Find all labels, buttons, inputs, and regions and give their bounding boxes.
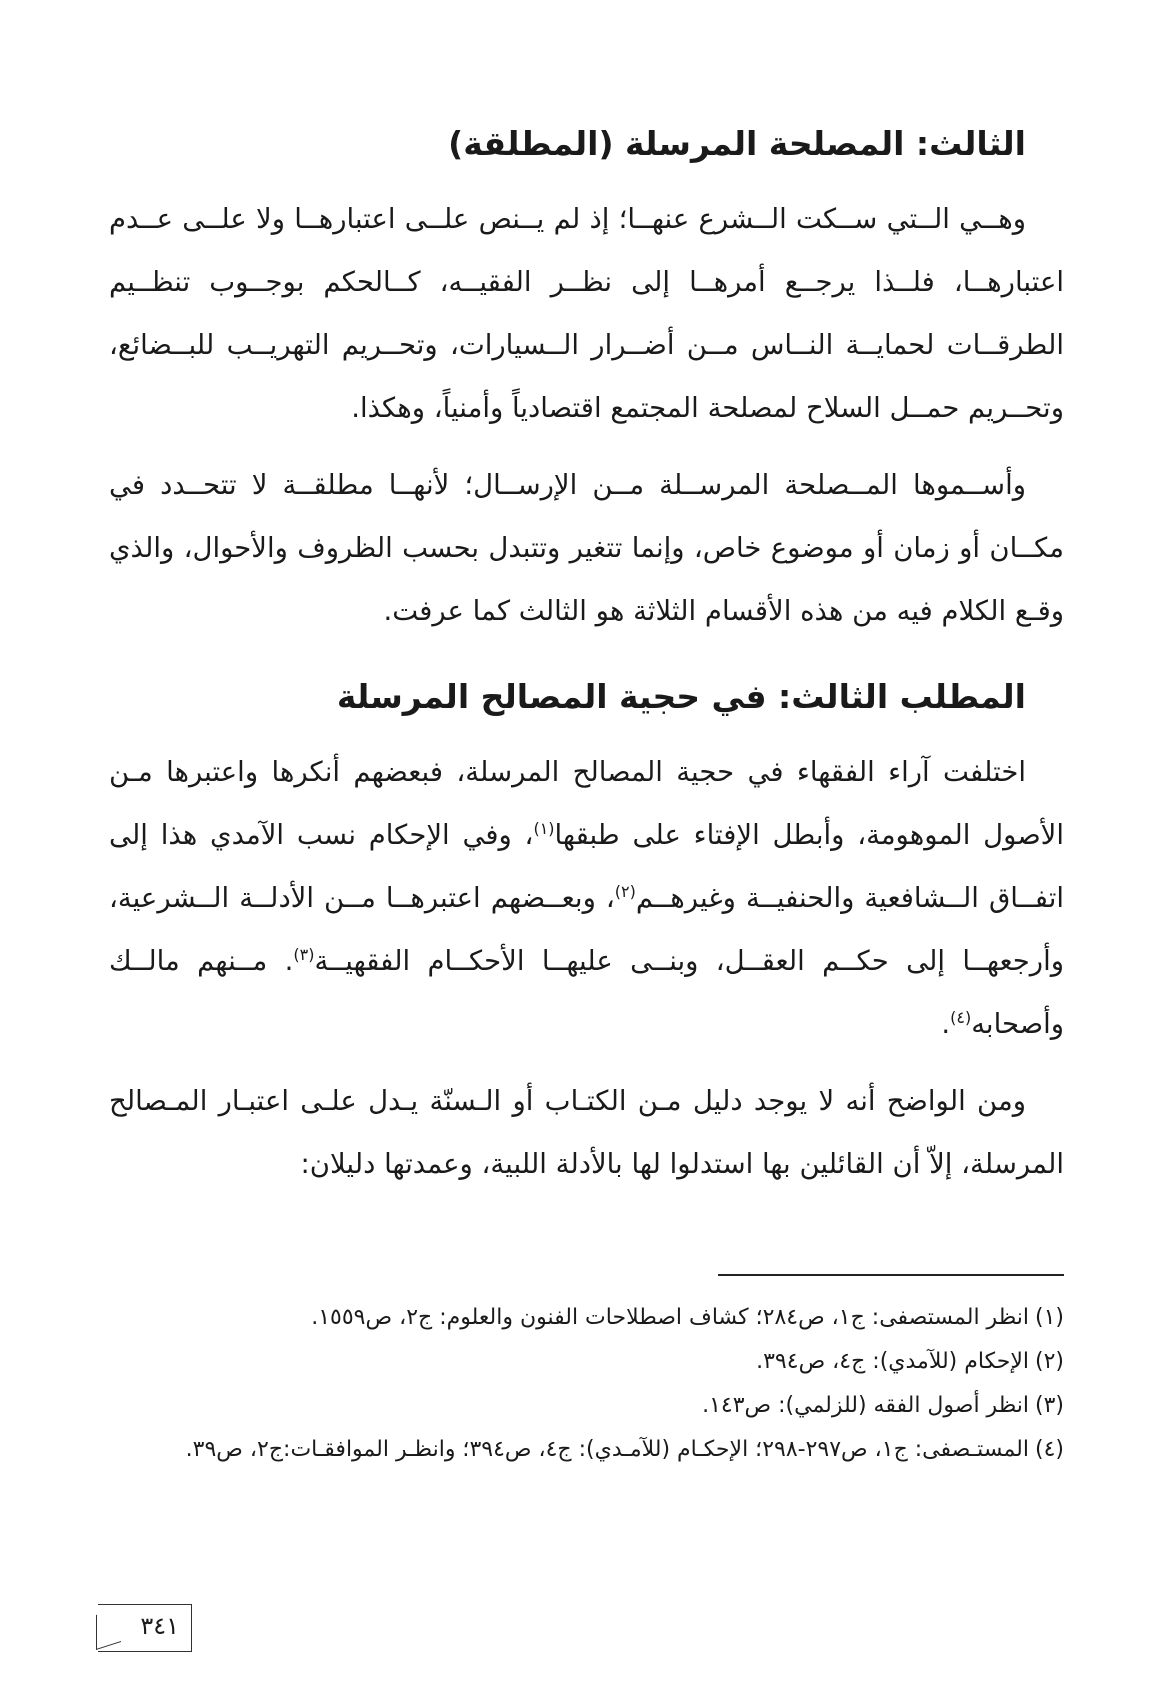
footnote-item [109, 1384, 1064, 1428]
main-text [109, 118, 1064, 1196]
paragraph-opinions [109, 741, 1064, 1056]
footnote-ref-3: (٣) [293, 944, 315, 964]
section-heading-third: الثالث: المصلحة المرسلة (المطلقة) [448, 124, 1026, 163]
footnote-ref-1: (١) [533, 818, 555, 838]
paragraph-evidence: ومن الواضح أنه لا يوجد دليل مـن الكتـاب أو الـسنّة يـدل علـى اعتبـار المـصالح المرسلة، إلاّ أن القائلين بها استدلوا لها بالأدلة اللبية، وعمدتها دليلان: [109, 1085, 1064, 1180]
footnote-item [109, 1340, 1064, 1384]
opinions-text-2: ، وفي الإحكام نسب الآمدي هذا إلى اتفــاق الــشافعية والحنفيــة وغيرهــم [109, 819, 1064, 914]
opinions-text-1: اختلفت آراء الفقهاء في حجية المصالح المرسلة، فبعضهم أنكرها واعتبرها مـن الأصول الموهومة، وأبطل الإفتاء على طبقها [109, 756, 1065, 851]
opinions-text-3: ، وبعــضهم اعتبرهــا مــن الأدلــة الــشرعية، وأرجعهــا إلى حكــم العقــل، وبنــى عليهــا الأحكــام الفقهيــة [109, 882, 1065, 977]
footnote-text: المستـصفى: ج١، ص٢٩٧-٢٩٨؛ الإحكـام (للآمـدي): ج٤، ص٣٩٤؛ وانظـر الموافقـات:ج٢، ص٣٩. [185, 1437, 1029, 1462]
page-number: ٣٤١ [140, 1612, 179, 1640]
footnote-number: (٣) [1034, 1393, 1064, 1418]
footnote-number: (٤) [1034, 1437, 1064, 1462]
paragraph-definition: وهــي الــتي ســكت الــشرع عنهــا؛ إذ لم يــنص علــى اعتبارهــا ولا علــى عــدم اعتبارهــا، فلــذا يرجــع أمرهــا إلى نظــر الفقيــه، كــالحكم بوجــوب تنظــيم الطرقــات لحمايــة النــاس مــن أضــرار الــسيارات، وتحــريم التهريــب للبــضائع، وتحــريم حمــل السلاح لمصلحة المجتمع اقتصادياً وأمنياً، وهكذا. [109, 203, 1064, 424]
opinions-text-4: . مــنهم مالــك وأصحابه [109, 945, 1064, 1040]
footnote-item [109, 1296, 1064, 1340]
footnote-text: انظر أصول الفقه (للزلمي): ص١٤٣. [702, 1393, 1029, 1418]
footnote-text: الإحكام (للآمدي): ج٤، ص٣٩٤. [756, 1349, 1029, 1374]
footnote-ref-2: (٢) [614, 881, 636, 901]
footnote-number: (١) [1034, 1305, 1064, 1330]
paragraph-naming: وأســموها المــصلحة المرســلة مــن الإرســال؛ لأنهــا مطلقــة لا تتحــدد في مكــان أو زمان أو موضوع خاص، وإنما تتغير وتتبدل بحسب الظروف والأحوال، والذي وقـع الكلام فيه من هذه الأقسام الثلاثة هو الثالث كما عرفت. [109, 469, 1064, 627]
footnote-number: (٢) [1034, 1349, 1064, 1374]
footnotes-list [109, 1296, 1064, 1472]
page-number-frame [98, 1604, 192, 1652]
footnote-divider [718, 1274, 1064, 1276]
footnote-item [109, 1428, 1064, 1472]
opinions-text-5: . [941, 1008, 951, 1040]
footnote-text: انظر المستصفى: ج١، ص٢٨٤؛ كشاف اصطلاحات الفنون والعلوم: ج٢، ص١٥٥٩. [311, 1305, 1029, 1330]
footnote-ref-4: (٤) [950, 1007, 972, 1027]
section-heading-third-requirement: المطلب الثالث: في حجية المصالح المرسلة [336, 677, 1026, 716]
